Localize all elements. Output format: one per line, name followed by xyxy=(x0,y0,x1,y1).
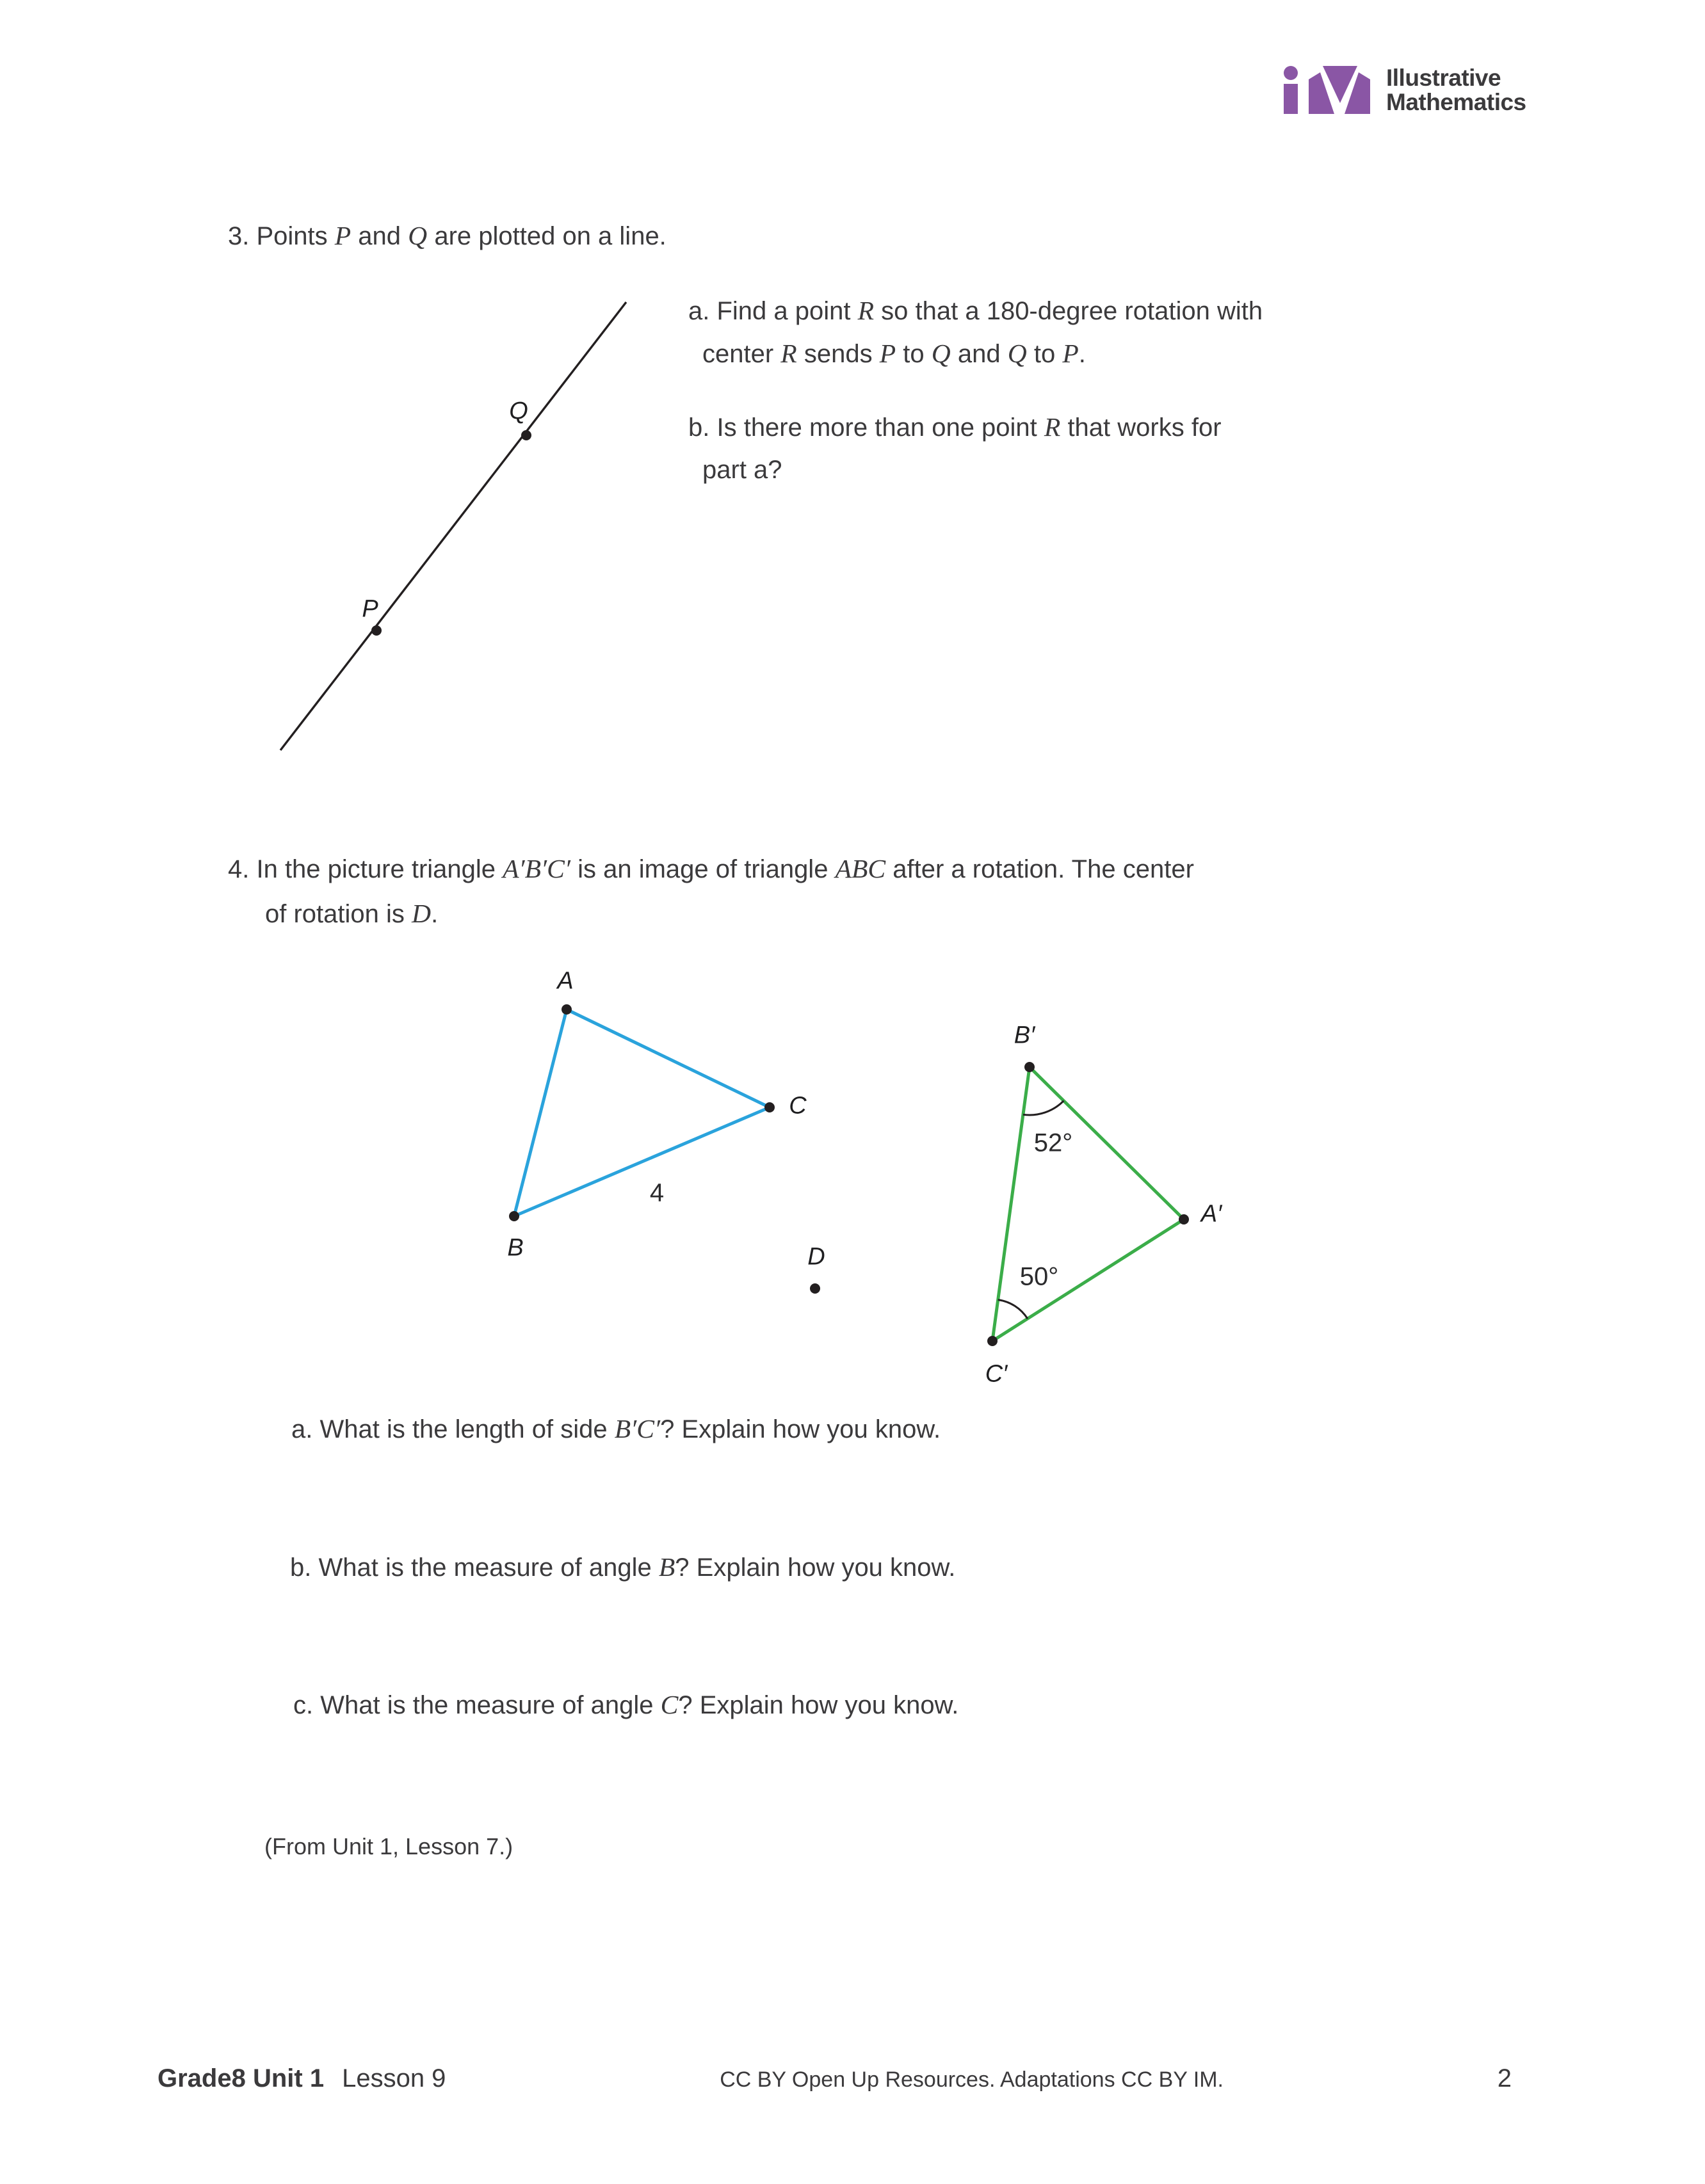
text-run: 3. Points xyxy=(228,222,335,250)
logo-line2: Mathematics xyxy=(1386,89,1526,115)
footer-course: Grade8 Unit 1 xyxy=(158,2064,325,2092)
side-bc-length-label: 4 xyxy=(649,1178,665,1207)
math-var-R: R xyxy=(857,296,875,325)
text-run: of rotation is xyxy=(265,900,412,928)
math-var-Q: Q xyxy=(1007,339,1027,368)
problem4-question-c xyxy=(293,1690,958,1720)
point-b-dot xyxy=(509,1211,519,1221)
text-run: to xyxy=(896,340,932,368)
footer-course-lesson xyxy=(158,2064,446,2093)
text-run: and xyxy=(351,222,408,250)
problem4-question-a xyxy=(291,1414,941,1444)
text-run: . xyxy=(1078,340,1086,368)
math-var-Q: Q xyxy=(408,221,428,250)
footer-page-number: 2 xyxy=(1497,2064,1512,2092)
footer-license: CC BY Open Up Resources. Adaptations CC BY IM. xyxy=(720,2068,1224,2092)
point-q-dot xyxy=(521,430,531,440)
problem4-title-line1 xyxy=(228,854,1194,884)
point-b-label: B xyxy=(507,1234,524,1262)
point-p-dot xyxy=(371,625,382,636)
text-run: are plotted on a line. xyxy=(427,222,667,250)
text-run: sends xyxy=(796,340,880,368)
point-q-label: Q xyxy=(509,397,528,425)
math-var-B: B xyxy=(658,1552,675,1582)
math-var-P: P xyxy=(334,221,352,250)
im-logo-text xyxy=(1386,66,1526,115)
page-footer xyxy=(158,2064,1512,2094)
point-d-dot xyxy=(810,1283,820,1294)
point-c-dot xyxy=(764,1102,775,1112)
angle-arc-c-prime xyxy=(998,1300,1028,1319)
problem3-title xyxy=(228,221,667,251)
text-run: a. What is the length of side xyxy=(291,1415,615,1443)
rotation-triangles-diagram xyxy=(487,960,1229,1363)
source-note: (From Unit 1, Lesson 7.) xyxy=(264,1833,513,1859)
math-var-R: R xyxy=(1044,412,1061,442)
text-run: b. Is there more than one point xyxy=(688,414,1044,442)
text-run: after a rotation. The center xyxy=(885,855,1194,883)
text-run: that works for xyxy=(1060,414,1222,442)
triangle-a-prime-b-prime-c-prime xyxy=(992,1067,1184,1341)
triangle-abc xyxy=(514,1009,770,1216)
point-p-label: P xyxy=(362,595,378,623)
point-a-dot xyxy=(562,1004,572,1015)
point-d-label: D xyxy=(807,1243,825,1271)
text-run: ? Explain how you know. xyxy=(675,1554,956,1582)
math-var-P: P xyxy=(1062,339,1079,368)
point-a-prime-dot xyxy=(1179,1214,1189,1224)
point-c-prime-label: C′ xyxy=(985,1360,1008,1388)
line-pq-diagram xyxy=(256,282,653,781)
math-var-P: P xyxy=(879,339,896,368)
im-logo xyxy=(1281,66,1526,115)
text-run: b. What is the measure of angle xyxy=(290,1554,659,1582)
text-run: center xyxy=(702,340,781,368)
math-var-R: R xyxy=(780,339,797,368)
text-run: a. Find a point xyxy=(688,297,858,325)
angle-arc-b-prime xyxy=(1023,1101,1063,1115)
math-var-C: C xyxy=(660,1690,679,1719)
text-run: and xyxy=(950,340,1008,368)
logo-line1: Illustrative xyxy=(1386,65,1501,91)
angle-b-prime-value: 52° xyxy=(1033,1128,1073,1157)
text-run: so that a 180-degree rotation with xyxy=(874,297,1263,325)
problem3-part-b-line1 xyxy=(688,412,1222,442)
text-run: 4. In the picture triangle xyxy=(228,855,503,883)
point-a-label: A xyxy=(557,967,574,995)
point-c-label: C xyxy=(789,1092,807,1120)
math-var-A'B'C': A′B′C′ xyxy=(503,854,570,883)
text-run: c. What is the measure of angle xyxy=(293,1691,661,1719)
text-run: ? Explain how you know. xyxy=(678,1691,959,1719)
angle-c-prime-value: 50° xyxy=(1019,1262,1059,1291)
problem4-question-b xyxy=(290,1552,955,1582)
math-var-ABC: ABC xyxy=(835,854,886,883)
point-b-prime-dot xyxy=(1024,1062,1035,1072)
point-b-prime-label: B′ xyxy=(1014,1022,1035,1049)
im-logo-mark xyxy=(1281,66,1375,114)
problem3-part-a-line2 xyxy=(702,339,1086,369)
text-run: is an image of triangle xyxy=(570,855,836,883)
line-through-pq xyxy=(280,302,626,750)
math-var-D: D xyxy=(412,899,432,928)
footer-lesson: Lesson 9 xyxy=(342,2064,446,2092)
point-a-prime-label: A′ xyxy=(1200,1200,1222,1228)
problem3-part-b-line2: part a? xyxy=(702,456,782,484)
text-run: to xyxy=(1026,340,1063,368)
problem4-title-line2 xyxy=(265,899,438,929)
problem3-part-a-line1 xyxy=(688,296,1263,326)
math-var-B'C': B′C′ xyxy=(614,1414,661,1443)
point-c-prime-dot xyxy=(987,1336,998,1346)
text-run: . xyxy=(431,900,439,928)
math-var-Q: Q xyxy=(931,339,951,368)
text-run: ? Explain how you know. xyxy=(660,1415,941,1443)
